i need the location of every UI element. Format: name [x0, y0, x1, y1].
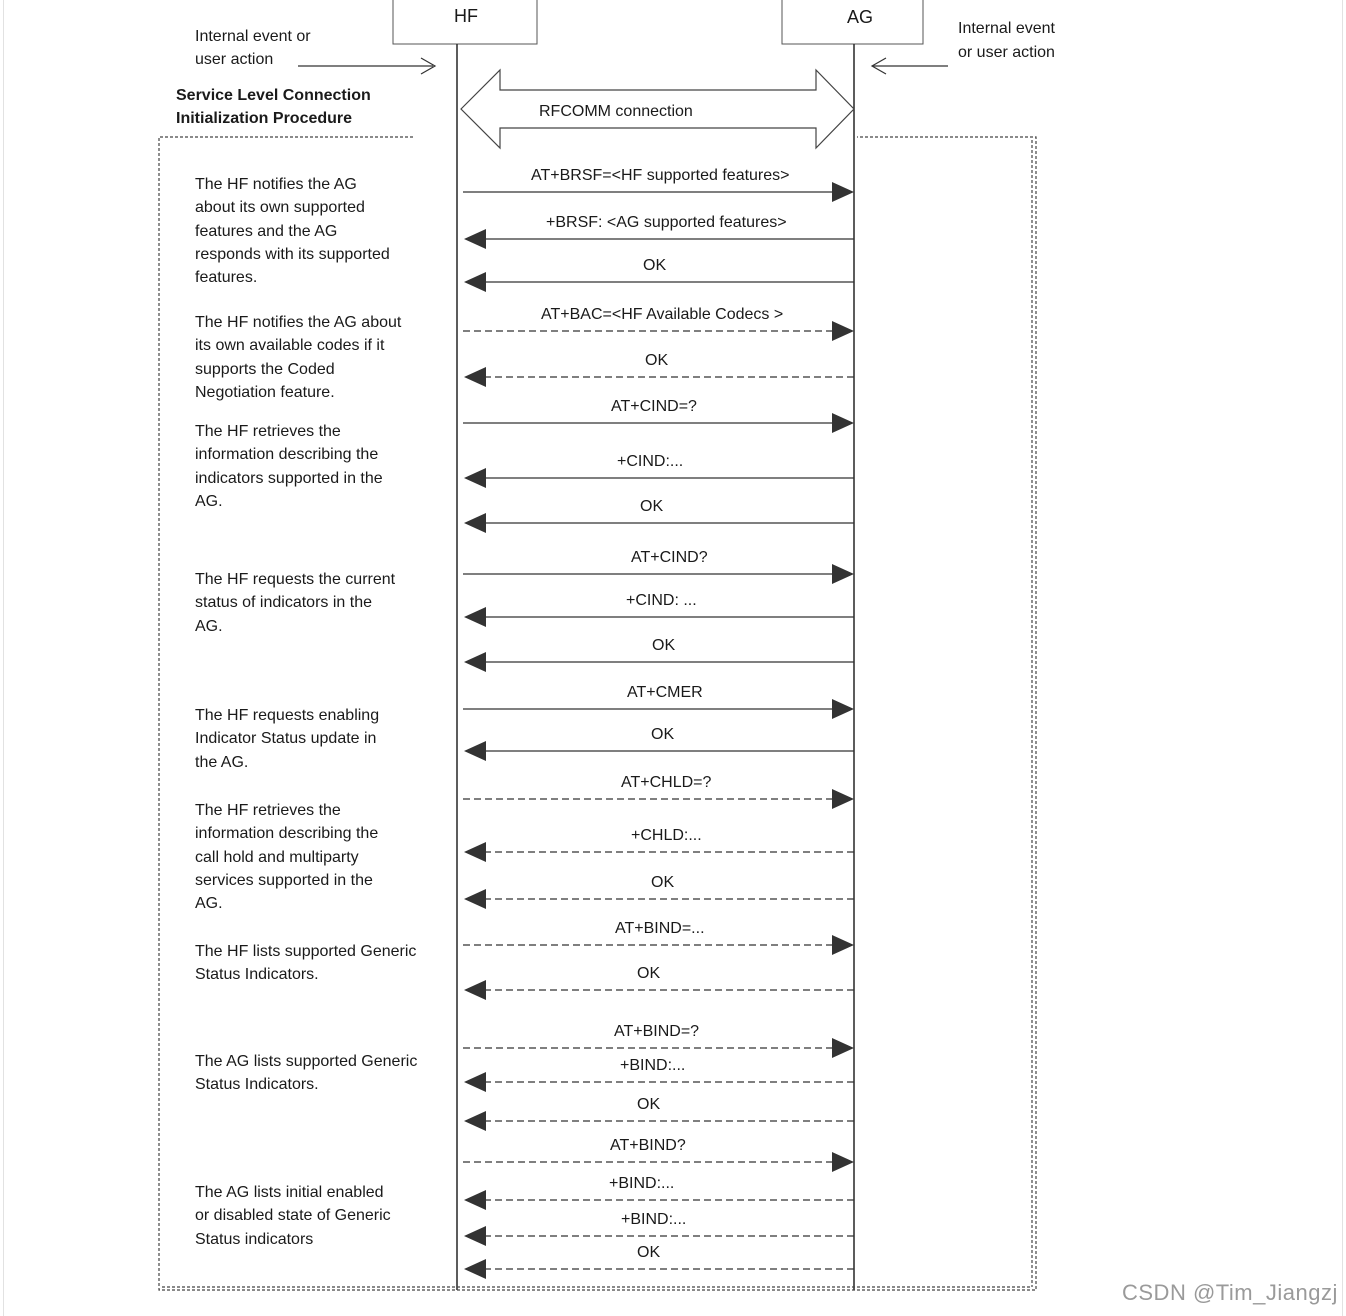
arrow-head [464, 272, 486, 292]
description-line: AG. [195, 895, 223, 913]
message-arrow [464, 367, 854, 387]
arrow-head [832, 413, 854, 433]
description-line: Status Indicators. [195, 966, 319, 984]
procedure-title-line2: Initialization Procedure [176, 110, 353, 127]
message-arrow [464, 229, 854, 249]
arrow-head [464, 889, 486, 909]
arrow-head [832, 1152, 854, 1172]
left-external-arrow [298, 58, 435, 74]
arrow-head [832, 321, 854, 341]
arrow-head [464, 1226, 486, 1246]
message-arrow [464, 1072, 854, 1092]
arrow-head [464, 842, 486, 862]
arrow-head [832, 699, 854, 719]
message-label: AT+BIND=? [614, 1023, 700, 1040]
message-label: OK [640, 498, 664, 515]
message-arrow [463, 413, 854, 433]
ag-entity-label: AG [847, 7, 874, 27]
message-label: OK [645, 352, 669, 369]
description-line: the AG. [195, 753, 249, 771]
description-line: The HF retrieves the [195, 423, 341, 440]
message-arrow [463, 789, 854, 809]
rfcomm-label: RFCOMM connection [539, 103, 693, 120]
message-arrow [463, 564, 854, 584]
description-line: features. [195, 269, 258, 287]
message-label: +BIND:... [609, 1175, 675, 1192]
left-external-trigger-line2: user action [195, 51, 274, 68]
procedure-title-line1: Service Level Connection [176, 87, 371, 104]
description-line: information describing the [195, 446, 379, 464]
message-label: +BRSF: <AG supported features> [546, 214, 787, 231]
arrow-head [832, 1038, 854, 1058]
arrow-head [464, 1072, 486, 1092]
hf-entity-label: HF [454, 6, 478, 26]
message-arrow [464, 1259, 854, 1279]
description-line: status of indicators in the [195, 594, 372, 612]
left-external-trigger-line1: Internal event or [195, 28, 311, 45]
step-description [195, 311, 401, 404]
arrow-head [832, 564, 854, 584]
arrow-head [464, 367, 486, 387]
message-arrow [463, 1152, 854, 1172]
description-line: supports the Coded [195, 360, 335, 378]
description-line: responds with its supported [195, 245, 390, 263]
message-label: OK [637, 965, 661, 982]
message-arrow [463, 1038, 854, 1058]
description-line: information describing the [195, 825, 379, 843]
message-label: AT+CHLD=? [621, 774, 712, 791]
message-arrow [464, 1226, 854, 1246]
arrow-head [464, 980, 486, 1000]
description-line: Status indicators [195, 1230, 314, 1248]
message-arrow [464, 741, 854, 761]
description-line: call hold and multiparty [195, 848, 359, 866]
message-label: +BIND:... [621, 1211, 687, 1228]
step-description [195, 799, 378, 915]
message-arrow [464, 980, 854, 1000]
description-line: features and the AG [195, 222, 338, 240]
description-line: Status Indicators. [195, 1076, 319, 1094]
description-line: The HF retrieves the [195, 802, 341, 819]
message-label: AT+CIND=? [611, 398, 697, 415]
arrow-head [832, 789, 854, 809]
message-arrow [464, 1190, 854, 1210]
message-arrow [464, 1111, 854, 1131]
description-line: its own available codes if it [195, 337, 385, 355]
arrow-head [464, 1190, 486, 1210]
arrow-head [464, 1259, 486, 1279]
message-label: +BIND:... [620, 1057, 686, 1074]
description-line: or disabled state of Generic [195, 1207, 391, 1225]
message-arrow [464, 842, 854, 862]
description-line: The HF notifies the AG about [195, 314, 402, 331]
step-description [195, 704, 379, 774]
message-label: OK [643, 257, 667, 274]
description-line: The HF notifies the AG [195, 176, 357, 193]
step-description [195, 1181, 391, 1251]
right-external-trigger-line1: Internal event [958, 20, 1055, 37]
message-arrow [464, 513, 854, 533]
message-arrow [464, 272, 854, 292]
message-arrow [464, 652, 854, 672]
description-line: indicators supported in the [195, 469, 383, 487]
message-label: OK [651, 726, 675, 743]
arrow-head [464, 1111, 486, 1131]
arrow-head [464, 229, 486, 249]
arrow-head [464, 607, 486, 627]
message-arrow [464, 468, 854, 488]
message-label: AT+BIND=... [615, 920, 705, 937]
description-line: services supported in the [195, 871, 373, 889]
arrow-head [832, 182, 854, 202]
message-label: OK [652, 637, 676, 654]
step-description [195, 568, 395, 638]
description-line: Indicator Status update in [195, 730, 377, 748]
description-line: AG. [195, 492, 223, 510]
arrow-head [464, 652, 486, 672]
message-arrow [463, 321, 854, 341]
message-arrow [463, 699, 854, 719]
arrow-head [464, 468, 486, 488]
step-description [195, 420, 383, 513]
arrow-head [832, 935, 854, 955]
message-arrow [464, 889, 854, 909]
message-arrow [463, 182, 854, 202]
message-label: +CHLD:... [631, 827, 702, 844]
description-line: The AG lists supported Generic [195, 1053, 418, 1070]
arrow-head [464, 513, 486, 533]
description-line: The AG lists initial enabled [195, 1184, 384, 1201]
description-line: The HF lists supported Generic [195, 943, 417, 960]
watermark: CSDN @Tim_Jiangzj [1122, 1280, 1338, 1305]
message-label: AT+BIND? [610, 1137, 686, 1154]
message-label: OK [637, 1244, 661, 1261]
description-line: The HF requests the current [195, 571, 396, 588]
message-arrow [463, 935, 854, 955]
message-label: AT+BRSF=<HF supported features> [531, 167, 790, 184]
right-external-trigger-line2: or user action [958, 44, 1055, 61]
message-label: +CIND:... [617, 453, 684, 470]
message-label: AT+CMER [627, 684, 703, 701]
step-description [195, 940, 416, 987]
description-line: AG. [195, 617, 223, 635]
step-description [195, 1050, 417, 1097]
right-external-arrow [872, 58, 948, 74]
arrow-head [464, 741, 486, 761]
description-line: The HF requests enabling [195, 707, 380, 724]
message-label: +CIND: ... [626, 592, 697, 609]
message-arrow [464, 607, 854, 627]
step-description [195, 173, 390, 289]
message-label: AT+CIND? [631, 549, 708, 566]
description-line: about its own supported [195, 199, 365, 217]
message-label: AT+BAC=<HF Available Codecs > [541, 306, 784, 323]
description-line: Negotiation feature. [195, 383, 335, 401]
message-label: OK [651, 874, 675, 891]
message-label: OK [637, 1096, 661, 1113]
